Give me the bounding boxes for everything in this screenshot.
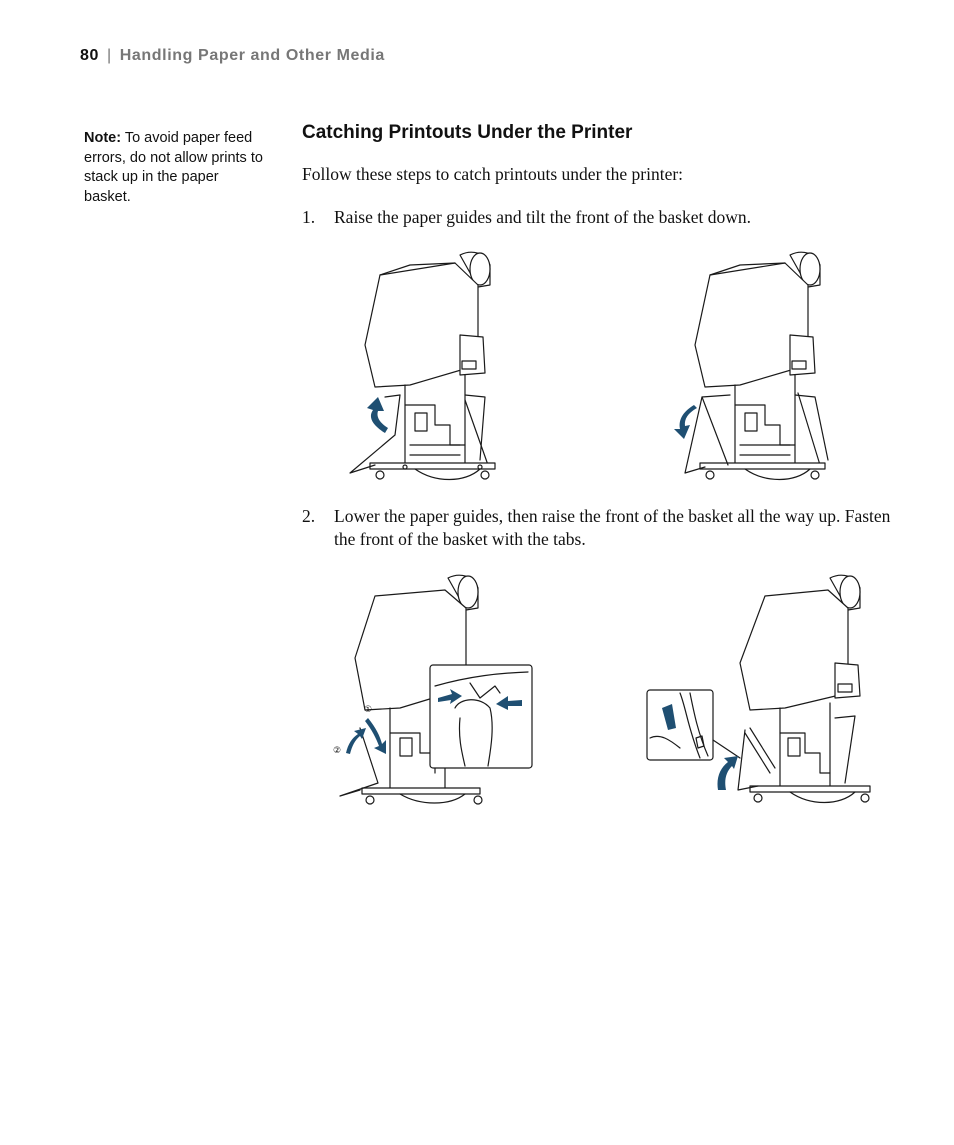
- step-1: [302, 206, 892, 230]
- step-2: [302, 505, 892, 553]
- page-number: 80: [80, 47, 99, 64]
- raise-basket-arrow-icon: [346, 728, 366, 754]
- note-text: To avoid paper feed errors, do not allow prints to stack up in the paper basket.: [84, 130, 263, 205]
- lower-arrow-icon: [365, 718, 386, 754]
- figure-step2-fasten-tabs: [640, 568, 880, 808]
- callout-1: ①: [364, 705, 373, 715]
- figure-step1-tilt-basket: [670, 245, 840, 485]
- side-note: [84, 129, 269, 207]
- intro-paragraph: Follow these steps to catch printouts under the printer:: [302, 164, 684, 184]
- figure-step1-raise-guides: [340, 245, 510, 485]
- running-header: [80, 47, 385, 65]
- inset-detail: [430, 665, 532, 768]
- raise-arrow-icon: [367, 397, 388, 433]
- header-separator: |: [107, 47, 112, 64]
- step-1-number: 1.: [302, 207, 316, 227]
- callout-2: ②: [333, 746, 342, 756]
- note-label: Note:: [84, 130, 122, 146]
- printer-illustration: [685, 252, 828, 479]
- figure-step2-lower-guides: [330, 568, 540, 808]
- step-2-text: Lower the paper guides, then raise the front of the basket all the way up. Fasten the front of the basket with the tabs.: [334, 506, 891, 549]
- printer-illustration: [738, 575, 870, 802]
- inset-detail: [647, 690, 713, 760]
- step-2-number: 2.: [302, 506, 316, 526]
- section-title: Catching Printouts Under the Printer: [302, 122, 633, 143]
- raise-front-arrow-icon: [717, 756, 738, 790]
- chapter-title: Handling Paper and Other Media: [119, 47, 385, 64]
- printer-illustration: [350, 252, 495, 479]
- step-1-text: Raise the paper guides and tilt the front of the basket down.: [334, 207, 751, 227]
